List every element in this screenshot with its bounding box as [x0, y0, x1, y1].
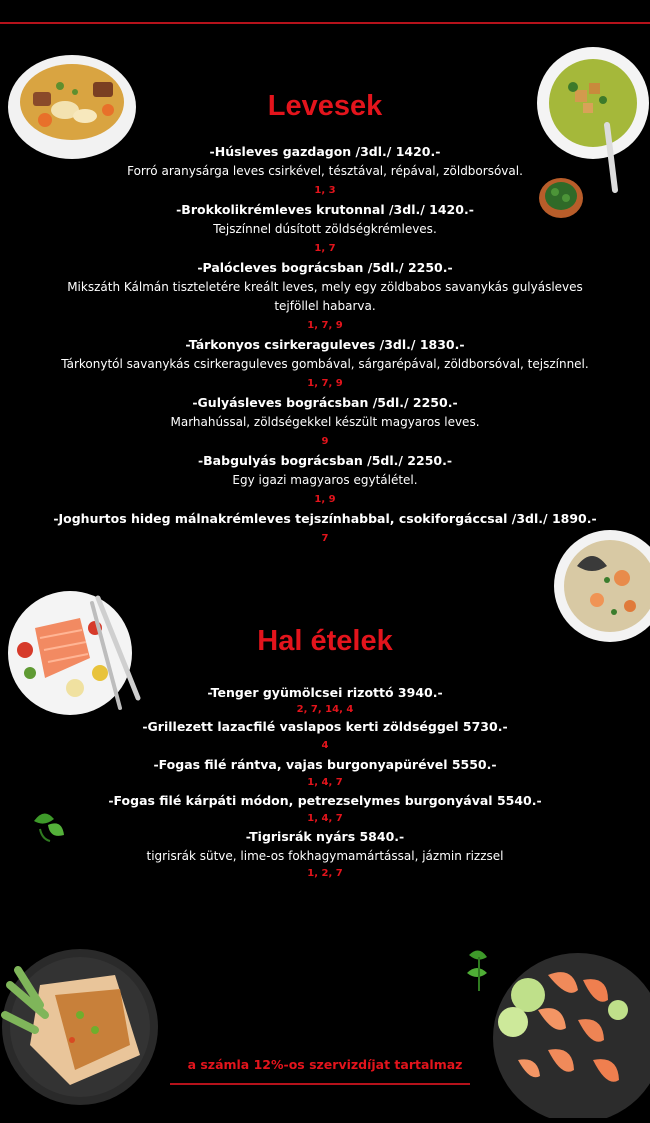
menu-item-name: -Fogas filé rántva, vajas burgonyapürével 5550.- [153, 757, 497, 772]
menu-item-name: -Fogas filé kárpáti módon, petrezselymes burgonyával 5540.- [108, 793, 542, 808]
menu-item-allergens: 1, 9 [314, 494, 336, 505]
basil-leaf-image [28, 805, 68, 843]
menu-item [0, 717, 650, 755]
menu-item [0, 755, 650, 791]
menu-item-name: -Grillezett lazacfilé vaslapos kerti zöldséggel 5730.- [142, 719, 508, 734]
menu-item-allergens: 1, 7, 9 [307, 378, 343, 389]
menu-item-allergens: 1, 3 [314, 185, 336, 196]
menu-item-allergens: 2, 7, 14, 4 [296, 704, 354, 715]
menu-item-description: Egy igazi magyaros egytálétel. [232, 473, 418, 487]
menu-item-description: Tejszínnel dúsított zöldségkrémleves. [213, 222, 437, 236]
shrimp-plate-image [488, 950, 650, 1118]
menu-item-name: -Babgulyás bográcsban /5dl./ 2250.- [197, 453, 453, 468]
menu-item-name: -Húsleves gazdagon /3dl./ 1420.- [209, 144, 441, 159]
menu-item [0, 258, 650, 335]
menu-item [0, 335, 650, 393]
menu-item [0, 791, 650, 827]
section-title-hal-etelek: Hal ételek [257, 625, 393, 657]
menu-item-allergens: 1, 4, 7 [307, 813, 343, 824]
soup-bowl-image [5, 50, 140, 165]
top-divider [0, 22, 650, 24]
menu-item-name: -Tenger gyümölcsei rizottó 3940.- [207, 685, 443, 700]
menu-item-allergens: 4 [321, 740, 329, 751]
menu-item [0, 451, 650, 509]
menu-item-description: Marhahússal, zöldségekkel készült magyaros leves. [170, 415, 480, 429]
menu-item-allergens: 1, 7, 9 [307, 320, 343, 331]
menu-item-name: -Gulyásleves bográcsban /5dl./ 2250.- [192, 395, 458, 410]
menu-item-name: -Brokkolikrémleves krutonnal /3dl./ 1420.- [176, 202, 474, 217]
menu-item-allergens: 7 [321, 533, 329, 544]
menu-item-description: Mikszáth Kálmán tiszteletére kreált leves, mely egy zöldbabos savanykás gulyásleves tejföllel habarva. [67, 280, 583, 313]
section-title-levesek: Levesek [267, 90, 383, 122]
salmon-plate-image [0, 588, 152, 718]
bottom-divider [170, 1083, 470, 1085]
service-charge-note: a számla 12%-os szervizdíjat tartalmaz [187, 1057, 463, 1072]
menu-item-allergens: 1, 4, 7 [307, 777, 343, 788]
menu-item-allergens: 9 [321, 436, 329, 447]
menu-item-allergens: 1, 7 [314, 243, 336, 254]
menu-item [0, 827, 650, 882]
cream-soup-image [535, 45, 650, 195]
menu-item-description: Tárkonytól savanykás csirkeraguleves gombával, sárgarépával, zöldborsóval, tejszínnel. [61, 357, 589, 371]
menu-item-name: -Palócleves bográcsban /5dl./ 2250.- [197, 260, 453, 275]
menu-item [0, 393, 650, 451]
menu-item-name: -Tárkonyos csirkeraguleves /3dl./ 1830.- [185, 337, 465, 352]
menu-item-name: -Joghurtos hideg málnakrémleves tejszínhabbal, csokiforgáccsal /3dl./ 1890.- [53, 511, 597, 526]
seafood-risotto-image [552, 528, 650, 646]
menu-item-description: Forró aranysárga leves csirkével, tésztával, répával, zöldborsóval. [127, 164, 523, 178]
fish-fillet-image [0, 945, 168, 1105]
menu-item-name: -Tigrisrák nyárs 5840.- [245, 829, 405, 844]
menu-item-description: tigrisrák sütve, lime-os fokhagymamártással, jázmin rizzsel [146, 849, 504, 863]
menu-item-allergens: 1, 2, 7 [307, 868, 343, 879]
herb-bowl-image [537, 176, 585, 220]
